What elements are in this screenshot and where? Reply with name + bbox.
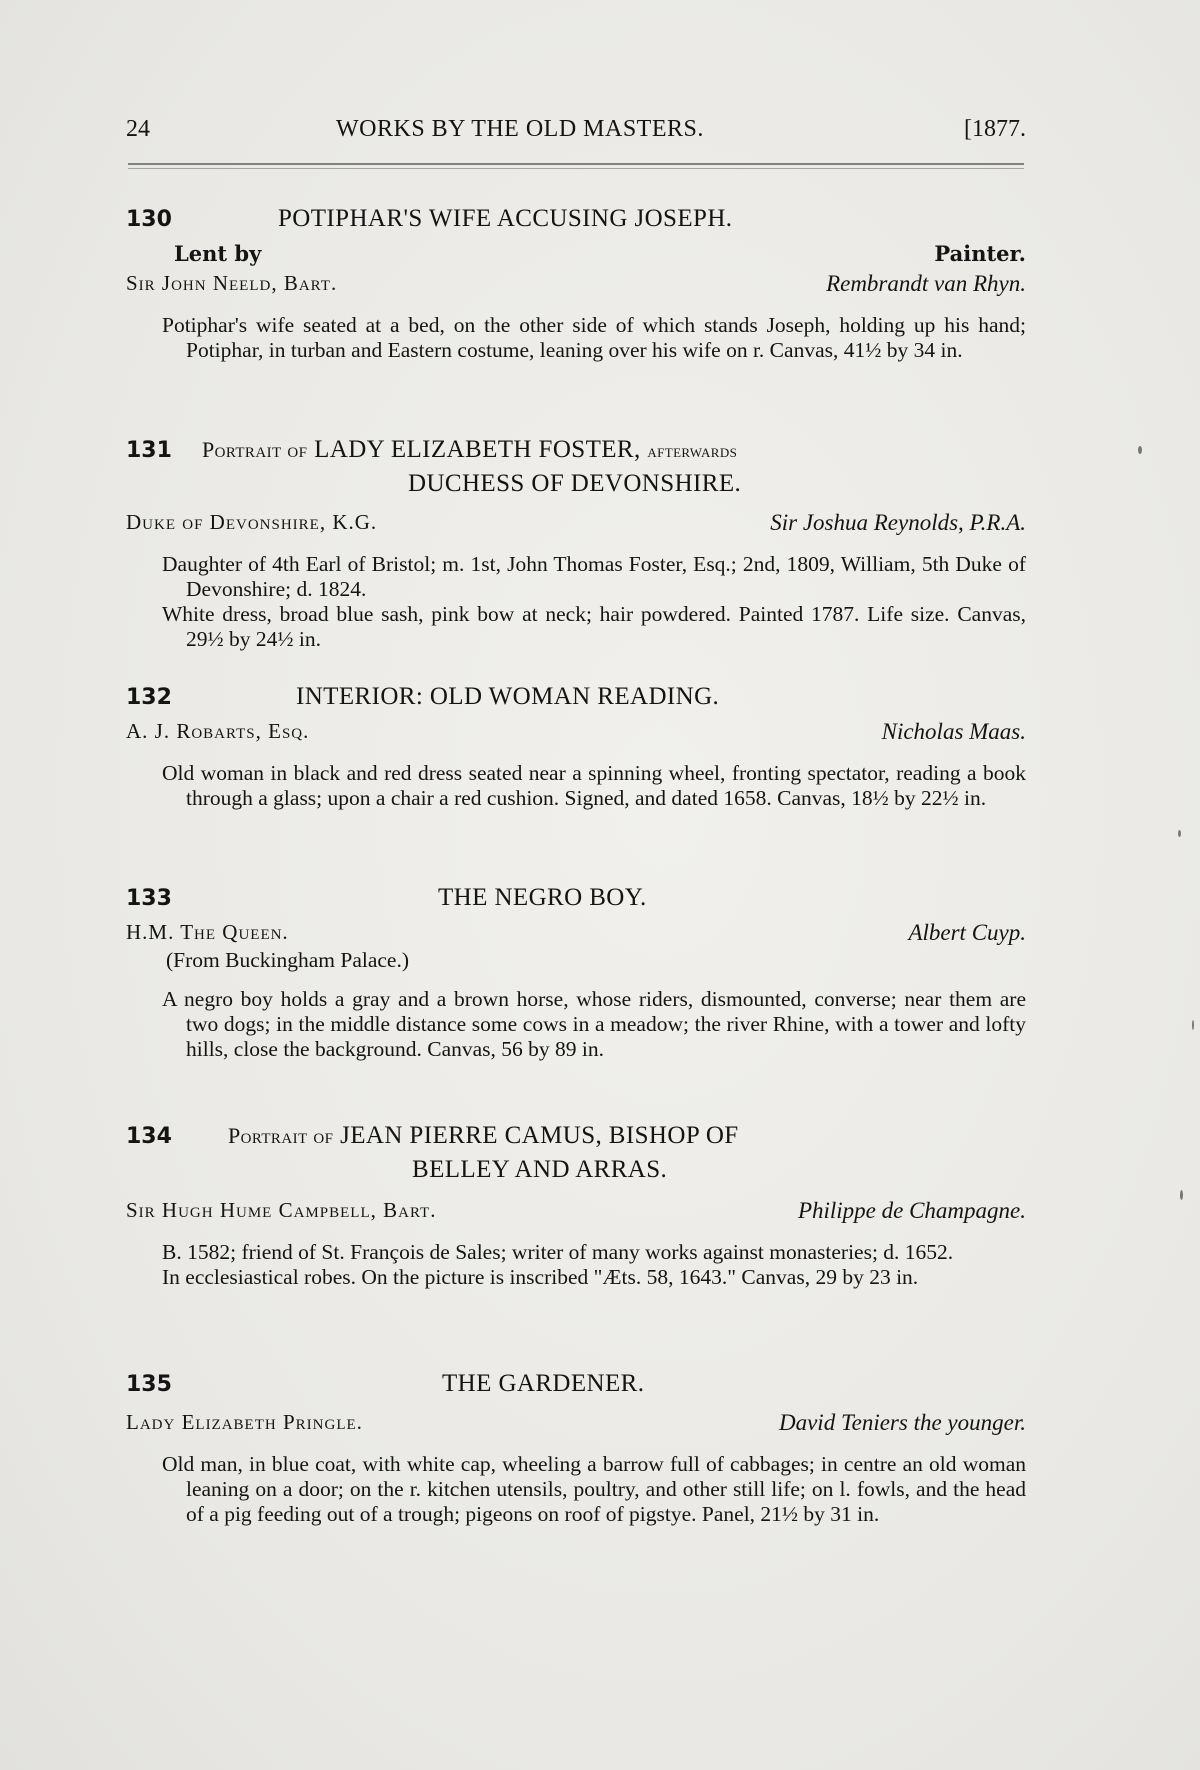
painter-name: Philippe de Champagne. [797,1198,1026,1223]
lent-by-heading: Lent by [174,241,262,266]
entry-biography: Daughter of 4th Earl of Bristol; m. 1st, John Thomas Foster, Esq.; 2nd, 1809, William, 5th Duke of Devonshire; d. 1824. [162,552,1026,601]
painter-name: Nicholas Maas. [881,719,1026,744]
entry-number: 134 [126,1124,172,1149]
entry-provenance-note: (From Buckingham Palace.) [166,948,410,972]
entry-description: A negro boy holds a gray and a brown horse, whose riders, dismounted, converse; near them are two dogs; in the middle distance some cows in a meadow; the river Rhine, with a tower and lofty hills, close the background. Canvas, 56 by 89 in. [162,987,1026,1061]
painter-heading: Painter. [934,241,1026,266]
entry-number: 133 [126,886,172,911]
entry-description: In ecclesiastical robes. On the picture is inscribed "Æts. 58, 1643." Canvas, 29 by 23 in. [162,1265,919,1289]
entry-title: LADY ELIZABETH FOSTER, [314,436,641,463]
entry-title: THE NEGRO BOY. [438,884,647,911]
entry-title: JEAN PIERRE CAMUS, BISHOP OF [340,1122,739,1149]
entry-title: POTIPHAR'S WIFE ACCUSING JOSEPH. [278,205,733,232]
painter-name: Albert Cuyp. [908,920,1026,945]
paper-speck [1180,1190,1183,1200]
catalogue-entry [126,683,1026,811]
header-rule [128,163,1024,169]
header-year: [1877. [964,116,1026,142]
painter-name: David Teniers the younger. [778,1410,1026,1435]
catalogue-entry [126,1370,1026,1527]
lender-name: H.M. The Queen. [126,920,289,944]
catalogue-entry [126,205,1026,363]
entry-number: 131 [126,438,172,463]
entry-biography: B. 1582; friend of St. François de Sales; writer of many works against monasteries; d. 1652. [162,1240,954,1264]
entry-title-line2: BELLEY AND ARRAS. [412,1156,668,1183]
entry-title-line2: DUCHESS OF DEVONSHIRE. [408,470,742,497]
entry-number: 130 [126,207,172,232]
entry-title-suffix: afterwards [647,441,738,461]
paper-speck [1178,830,1181,837]
running-title: WORKS BY THE OLD MASTERS. [336,116,704,142]
entry-title: THE GARDENER. [442,1370,645,1397]
lender-name: Sir John Neeld, Bart. [126,271,338,295]
catalogue-entry [126,1122,1026,1290]
lender-name: Lady Elizabeth Pringle. [126,1410,363,1434]
entry-description: Old woman in black and red dress seated near a spinning wheel, fronting spectator, reading a book through a glass; upon a chair a red cushion. Signed, and dated 1658. Canvas, 18½ by 22½ in. [162,761,1026,810]
entry-title-prefix: Portrait of [202,437,308,462]
entry-description: Potiphar's wife seated at a bed, on the other side of which stands Joseph, holding up his hand; Potiphar, in turban and Eastern costume, leaning over his wife on r. Canvas, 41½ by 34 in. [162,313,1026,362]
catalogue-entry [126,436,1026,652]
painter-name: Sir Joshua Reynolds, P.R.A. [770,510,1026,535]
entry-number: 135 [126,1372,172,1397]
entry-description: Old man, in blue coat, with white cap, wheeling a barrow full of cabbages; in centre an old woman leaning on a door; on the r. kitchen utensils, poultry, and other still life; on l. fowls, and the head of a pig feeding out of a trough; pigeons on roof of pigstye. Panel, 21½ by 31 in. [162,1452,1026,1526]
entry-title: INTERIOR: OLD WOMAN READING. [296,683,720,710]
paper-speck [1138,446,1142,454]
entry-title-prefix: Portrait of [228,1123,334,1148]
painter-name: Rembrandt van Rhyn. [826,271,1026,296]
entry-description: White dress, broad blue sash, pink bow at neck; hair powdered. Painted 1787. Life size. Canvas, 29½ by 24½ in. [162,602,1026,651]
lender-name: Duke of Devonshire, K.G. [126,510,378,534]
page-number: 24 [126,116,150,142]
paper-speck [1192,1020,1194,1030]
entry-number: 132 [126,685,172,710]
lender-name: A. J. Robarts, Esq. [126,719,310,743]
lender-name: Sir Hugh Hume Campbell, Bart. [126,1198,437,1222]
catalogue-entry [126,884,1026,1062]
running-header [126,112,1026,152]
